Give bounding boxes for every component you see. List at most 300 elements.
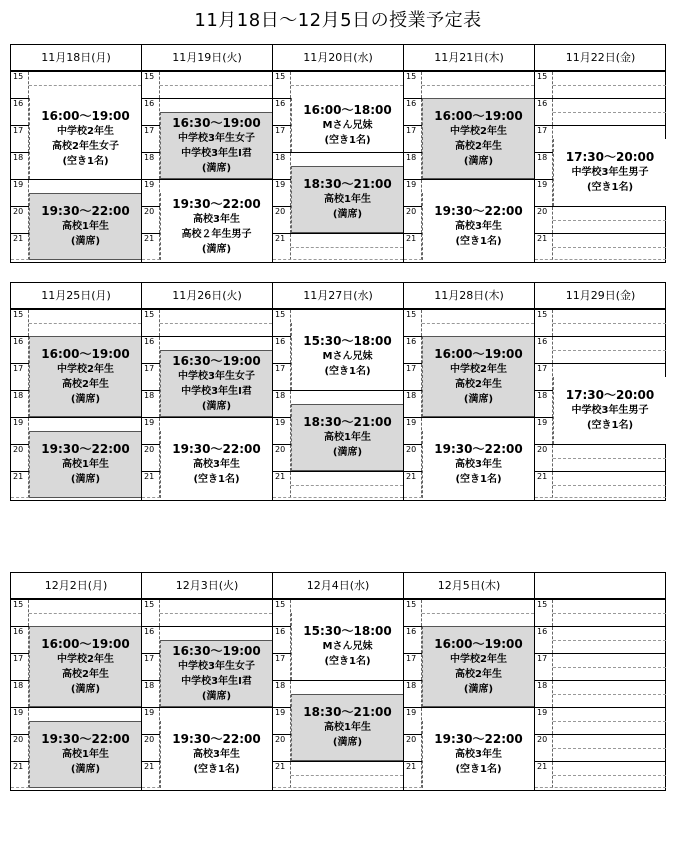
week-table [10,282,666,501]
hour-label: 20 [11,735,29,761]
hour-label: 17 [404,126,422,152]
half-hour-divider [422,323,534,324]
hour-label: 18 [142,681,160,707]
hour-slots [273,599,403,787]
hour-label: 21 [11,762,29,788]
hour-row [535,309,666,336]
hour-label: 15 [404,72,422,98]
hour-label: 19 [11,418,29,444]
half-hour-divider [553,458,666,459]
lesson-detail: (満席) [70,394,101,405]
lesson-detail: 高校3年生 [455,221,502,233]
lesson-detail: (空き1名) [455,474,502,486]
week-table [10,572,666,791]
hour-label: 18 [404,153,422,179]
hour-label: 16 [273,99,291,125]
hour-label: 21 [11,234,29,260]
hour-row [273,761,403,788]
hour-slots [535,309,666,497]
hour-label: 18 [273,153,291,179]
hour-slots [142,599,272,787]
lesson-block [553,377,666,445]
lesson-detail: 高校2年生 [455,669,502,680]
lesson-detail: (満席) [201,690,232,702]
hour-slots [404,71,534,259]
lesson-detail: (満席) [201,243,232,255]
hour-label: 19 [404,708,422,734]
hour-label: 19 [535,708,553,734]
hour-slots [11,599,141,787]
lesson-time: 16:00～19:00 [41,347,130,361]
hour-label: 16 [535,627,553,653]
lesson-time: 18:30～21:00 [303,415,392,430]
lesson-block [29,626,141,707]
lesson-detail: (満席) [201,162,232,174]
hour-row [535,626,666,653]
lesson-detail: (満席) [332,209,363,221]
lesson-detail: 高校3年生 [193,459,240,471]
lesson-block [160,112,272,180]
day-column [404,573,535,790]
lesson-detail: (空き1名) [324,366,371,378]
hour-row [11,599,141,626]
lesson-time: 15:30～18:00 [303,334,392,349]
hour-label: 18 [142,391,160,417]
lesson-detail: 高校2年生女子 [52,141,119,152]
slot-bottom-divider [273,497,403,498]
lesson-detail: 中学校2年生 [450,654,507,665]
lesson-detail: 高校3年生 [193,213,240,225]
day-header: 11月21日(木) [404,45,534,71]
hour-label: 21 [142,762,160,788]
hour-label: 19 [142,708,160,734]
day-column [535,573,666,790]
day-column [142,283,273,500]
half-hour-divider [553,85,666,86]
lesson-detail: 高校1年生 [62,221,109,233]
lesson-block [422,626,534,707]
day-header [535,573,666,599]
half-hour-divider [553,613,666,614]
hour-label: 19 [535,180,553,206]
lesson-block [291,613,403,681]
hour-label: 21 [273,234,291,260]
lesson-time: 16:30～19:00 [172,353,261,368]
lesson-time: 19:30～22:00 [434,442,523,457]
hour-label: 15 [535,600,553,626]
hour-label: 15 [142,72,160,98]
half-hour-divider [291,775,403,776]
day-column [273,45,404,262]
half-hour-divider [553,485,666,486]
half-hour-divider [160,323,272,324]
lesson-detail: (満席) [463,684,494,695]
day-column [273,573,404,790]
half-hour-divider [160,85,272,86]
half-hour-divider [29,613,141,614]
day-header: 12月4日(水) [273,573,403,599]
hour-label: 18 [273,681,291,707]
half-hour-divider [422,613,534,614]
lesson-detail: (満席) [70,764,101,776]
hour-row [142,309,272,336]
lesson-time: 16:30～19:00 [172,643,261,658]
lesson-detail: (空き1名) [586,420,634,432]
lesson-detail: (空き1名) [586,182,634,194]
day-header: 11月20日(水) [273,45,403,71]
hour-slots [273,309,403,497]
day-column [11,283,142,500]
lesson-detail: 中学校3年生女子 [178,660,255,672]
hour-label: 21 [535,762,553,788]
lesson-detail: 高校1年生 [324,194,371,206]
lesson-block [291,323,403,391]
day-column [535,45,666,262]
hour-label: 21 [404,472,422,498]
lesson-time: 15:30～18:00 [303,624,392,639]
hour-label: 16 [142,627,160,653]
slot-bottom-divider [535,787,666,788]
lesson-time: 19:30～22:00 [172,196,261,211]
day-header: 11月19日(火) [142,45,272,71]
day-column [11,45,142,262]
hour-slots [404,599,534,787]
hour-label: 16 [535,337,553,363]
hour-label: 20 [273,445,291,471]
lesson-time: 16:00～18:00 [303,103,392,117]
lesson-time: 16:00～19:00 [434,347,523,361]
lesson-time: 18:30～21:00 [303,705,392,720]
lesson-time: 16:00～19:00 [41,637,130,651]
half-hour-divider [553,112,666,113]
lesson-detail: (満席) [201,400,232,412]
hour-label: 16 [142,337,160,363]
hour-row [535,599,666,626]
hour-row [535,707,666,734]
hour-row [404,71,534,98]
hour-label: 19 [11,180,29,206]
lesson-block [291,166,403,234]
lesson-detail: 高校1年生 [324,722,371,734]
lesson-detail: (空き1名) [455,236,502,248]
hour-label: 15 [11,310,29,336]
hour-label: 18 [142,153,160,179]
lesson-detail: Mさん兄妹 [322,120,373,131]
hour-row [273,71,403,98]
lesson-detail: (空き1名) [455,764,502,776]
lesson-time: 19:30～22:00 [434,732,523,747]
lesson-detail: (満席) [463,156,494,167]
lesson-block [160,640,272,708]
slot-bottom-divider [535,497,666,498]
hour-label: 17 [404,654,422,680]
lesson-block [422,193,534,261]
lesson-block [29,336,141,417]
hour-label: 16 [11,337,29,363]
hour-label: 15 [11,72,29,98]
lesson-time: 17:30～20:00 [565,150,655,165]
lesson-block [29,98,141,179]
lesson-detail: 高校２年生男子 [181,228,252,240]
hour-label: 18 [404,681,422,707]
hour-label: 20 [535,207,553,233]
hour-label: 16 [142,99,160,125]
lesson-detail: 中学校2年生 [450,364,507,375]
day-header: 11月29日(金) [535,283,666,309]
lesson-detail: 高校3年生 [455,749,502,761]
day-column [404,45,535,262]
lesson-detail: 中学校3年生女子 [178,132,255,144]
day-header: 12月5日(木) [404,573,534,599]
half-hour-divider [291,247,403,248]
hour-label: 17 [11,364,29,390]
lesson-detail: 中学校3年生I君 [181,675,252,687]
lesson-block [422,336,534,417]
page-title: 11月18日～12月5日の授業予定表 [194,10,482,31]
hour-label: 15 [535,310,553,336]
hour-label: 20 [11,445,29,471]
lesson-block [422,98,534,179]
day-column [535,283,666,500]
hour-row [535,444,666,471]
lesson-detail: 高校1年生 [62,749,109,761]
hour-label: 17 [142,126,160,152]
lesson-detail: (空き1名) [324,656,371,668]
hour-slots [142,71,272,259]
day-column [142,45,273,262]
lesson-detail: (空き1名) [193,764,240,776]
lesson-detail: (空き1名) [324,135,371,146]
half-hour-divider [553,721,666,722]
day-header: 11月18日(月) [11,45,141,71]
hour-label: 15 [142,310,160,336]
lesson-detail: 高校3年生 [193,749,240,761]
lesson-time: 18:30～21:00 [303,177,392,192]
hour-label: 15 [11,600,29,626]
day-column [142,573,273,790]
hour-label: 21 [142,234,160,260]
lesson-detail: 高校2年生 [455,141,502,152]
half-hour-divider [291,485,403,486]
hour-label: 20 [273,735,291,761]
hour-label: 16 [535,99,553,125]
lesson-detail: (満席) [70,684,101,695]
hour-label: 19 [11,708,29,734]
hour-label: 20 [404,445,422,471]
hour-label: 19 [273,708,291,734]
lesson-time: 16:00～19:00 [434,109,523,123]
hour-label: 20 [535,735,553,761]
hour-label: 21 [404,762,422,788]
half-hour-divider [160,613,272,614]
lesson-detail: (空き1名) [62,156,109,167]
day-header: 11月28日(木) [404,283,534,309]
week-table [10,44,666,263]
hour-label: 19 [142,180,160,206]
hour-row [142,599,272,626]
half-hour-divider [553,323,666,324]
half-hour-divider [291,85,403,86]
lesson-block [160,193,272,261]
hour-label: 17 [273,364,291,390]
hour-label: 21 [273,762,291,788]
hour-label: 18 [535,153,553,179]
half-hour-divider [553,350,666,351]
lesson-detail: (満席) [70,236,101,248]
hour-row [535,206,666,233]
hour-label: 21 [535,472,553,498]
lesson-time: 19:30～22:00 [172,732,261,747]
half-hour-divider [553,247,666,248]
slot-bottom-divider [273,787,403,788]
hour-label: 21 [273,472,291,498]
lesson-detail: 中学校2年生 [57,364,114,375]
lesson-detail: 中学校3年生I君 [181,385,252,397]
hour-label: 15 [535,72,553,98]
hour-label: 19 [404,180,422,206]
hour-row [535,680,666,707]
lesson-detail: (満席) [70,474,101,486]
hour-label: 17 [535,126,553,152]
lesson-time: 19:30～22:00 [41,204,130,219]
lesson-block [160,721,272,789]
slot-bottom-divider [535,259,666,260]
hour-slots [404,309,534,497]
hour-label: 21 [404,234,422,260]
lesson-detail: (満席) [332,447,363,459]
hour-label: 17 [273,654,291,680]
lesson-time: 16:30～19:00 [172,115,261,130]
day-column [273,283,404,500]
hour-label: 15 [404,310,422,336]
hour-label: 21 [142,472,160,498]
hour-label: 18 [535,391,553,417]
hour-label: 19 [273,180,291,206]
hour-label: 19 [142,418,160,444]
lesson-time: 17:30～20:00 [565,388,655,403]
hour-slots [535,71,666,259]
lesson-detail: 高校2年生 [62,669,109,680]
hour-label: 17 [142,364,160,390]
hour-label: 18 [11,153,29,179]
lesson-detail: 高校3年生 [455,459,502,471]
hour-label: 20 [142,207,160,233]
hour-label: 17 [11,126,29,152]
hour-row [11,309,141,336]
hour-label: 20 [142,735,160,761]
hour-slots [142,309,272,497]
hour-row [535,653,666,680]
hour-label: 15 [273,72,291,98]
lesson-time: 16:00～19:00 [41,109,130,123]
hour-row [535,233,666,260]
hour-label: 16 [404,337,422,363]
hour-label: 16 [273,337,291,363]
hour-row [535,734,666,761]
day-header: 11月25日(月) [11,283,141,309]
hour-label: 16 [404,627,422,653]
hour-slots [11,71,141,259]
day-column [404,283,535,500]
hour-row [404,599,534,626]
half-hour-divider [29,323,141,324]
day-header: 12月2日(月) [11,573,141,599]
lesson-detail: 高校1年生 [62,459,109,471]
lesson-detail: 高校2年生 [455,379,502,390]
hour-label: 19 [404,418,422,444]
hour-label: 16 [404,99,422,125]
hour-label: 20 [11,207,29,233]
hour-label: 18 [273,391,291,417]
hour-slots [273,71,403,259]
lesson-block [422,721,534,789]
lesson-detail: 高校1年生 [324,432,371,444]
hour-row [273,471,403,498]
hour-row [142,71,272,98]
lesson-detail: 中学校3年生I君 [181,147,252,159]
hour-label: 18 [535,681,553,707]
hour-label: 15 [142,600,160,626]
day-header: 11月27日(水) [273,283,403,309]
hour-label: 15 [273,310,291,336]
hour-row [535,761,666,788]
hour-row [404,309,534,336]
hour-slots [11,309,141,497]
day-header: 11月22日(金) [535,45,666,71]
hour-row [535,98,666,125]
half-hour-divider [553,748,666,749]
hour-label: 20 [142,445,160,471]
hour-label: 20 [273,207,291,233]
hour-label: 15 [404,600,422,626]
lesson-time: 19:30～22:00 [41,442,130,457]
hour-slots [535,599,666,787]
hour-label: 20 [404,207,422,233]
hour-label: 19 [273,418,291,444]
day-column [11,573,142,790]
lesson-block [291,694,403,762]
half-hour-divider [553,775,666,776]
half-hour-divider [553,640,666,641]
lesson-detail: (満席) [463,394,494,405]
lesson-detail: Mさん兄妹 [322,641,373,653]
lesson-detail: (空き1名) [193,474,240,486]
lesson-detail: 中学校2年生 [57,126,114,137]
lesson-detail: (満席) [332,737,363,749]
lesson-block [29,431,141,499]
hour-label: 19 [535,418,553,444]
lesson-detail: 高校2年生 [62,379,109,390]
lesson-block [160,431,272,499]
lesson-detail: 中学校3年生女子 [178,370,255,382]
lesson-detail: 中学校3年生男子 [571,167,649,179]
hour-label: 21 [11,472,29,498]
hour-label: 16 [273,627,291,653]
hour-label: 18 [11,391,29,417]
hour-label: 20 [535,445,553,471]
hour-label: 20 [404,735,422,761]
lesson-time: 19:30～22:00 [41,732,130,747]
hour-label: 17 [535,364,553,390]
lesson-detail: 中学校2年生 [57,654,114,665]
hour-label: 17 [535,654,553,680]
lesson-detail: 中学校2年生 [450,126,507,137]
hour-label: 18 [404,391,422,417]
hour-row [535,71,666,98]
hour-label: 17 [273,126,291,152]
hour-label: 18 [11,681,29,707]
half-hour-divider [29,85,141,86]
